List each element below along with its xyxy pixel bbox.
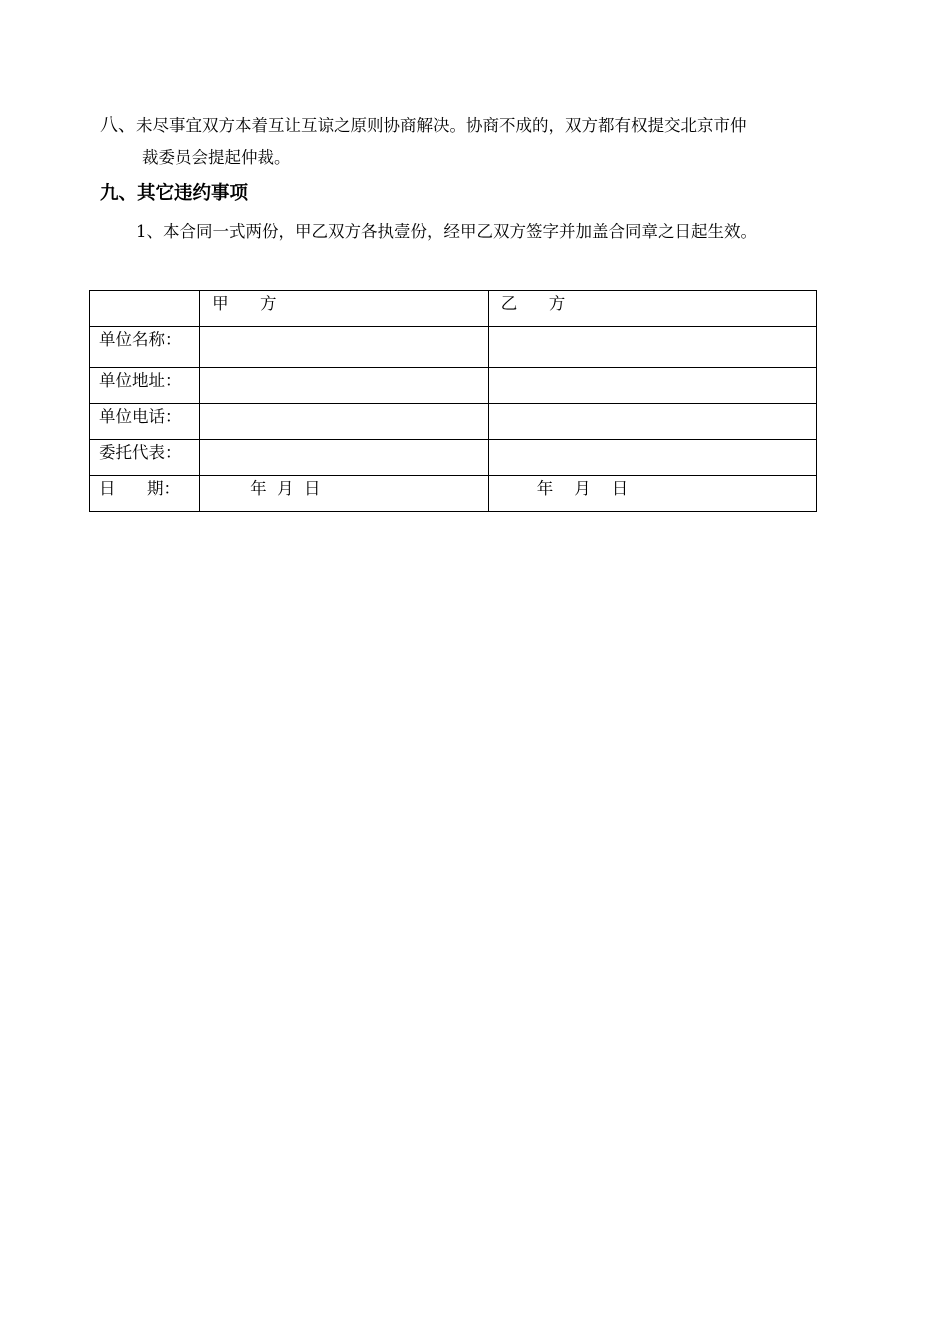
section-9-heading: 九、其它违约事项 <box>100 183 249 204</box>
table-row-company-name <box>90 327 817 368</box>
signature-table <box>89 290 817 512</box>
row-label-date: 日 期： <box>90 476 200 512</box>
table-row-company-phone <box>90 404 817 440</box>
party-a-company-phone-cell[interactable] <box>200 404 489 440</box>
clause-8-text-line1: 未尽事宜双方本着互让互谅之原则协商解决。协商不成的，双方都有权提交北京市仲 <box>136 116 747 135</box>
table-row-representative <box>90 440 817 476</box>
row-label-representative: 委托代表： <box>90 440 200 476</box>
party-a-header: 甲 方 <box>200 291 489 327</box>
party-b-header: 乙 方 <box>488 291 816 327</box>
party-b-date-cell[interactable]: 年 月 日 <box>488 476 816 512</box>
party-a-date-cell[interactable]: 年 月 日 <box>200 476 489 512</box>
party-b-company-address-cell[interactable] <box>488 368 816 404</box>
table-row-company-address <box>90 368 817 404</box>
party-b-company-name-cell[interactable] <box>488 327 816 368</box>
row-label-company-phone: 单位电话： <box>90 404 200 440</box>
table-corner-cell <box>90 291 200 327</box>
party-a-company-address-cell[interactable] <box>200 368 489 404</box>
row-label-company-name: 单位名称： <box>90 327 200 368</box>
clause-8-text-line2: 裁委员会提起仲裁。 <box>142 148 291 167</box>
table-row-date <box>90 476 817 512</box>
clause-8 <box>100 110 860 174</box>
party-b-company-phone-cell[interactable] <box>488 404 816 440</box>
section-9-item-1: 1、本合同一式两份，甲乙双方各执壹份，经甲乙双方签字并加盖合同章之日起生效。 <box>136 222 757 241</box>
party-b-representative-cell[interactable] <box>488 440 816 476</box>
party-a-representative-cell[interactable] <box>200 440 489 476</box>
clause-8-number: 八、 <box>100 115 136 136</box>
row-label-company-address: 单位地址： <box>90 368 200 404</box>
table-header-row <box>90 291 817 327</box>
party-a-company-name-cell[interactable] <box>200 327 489 368</box>
